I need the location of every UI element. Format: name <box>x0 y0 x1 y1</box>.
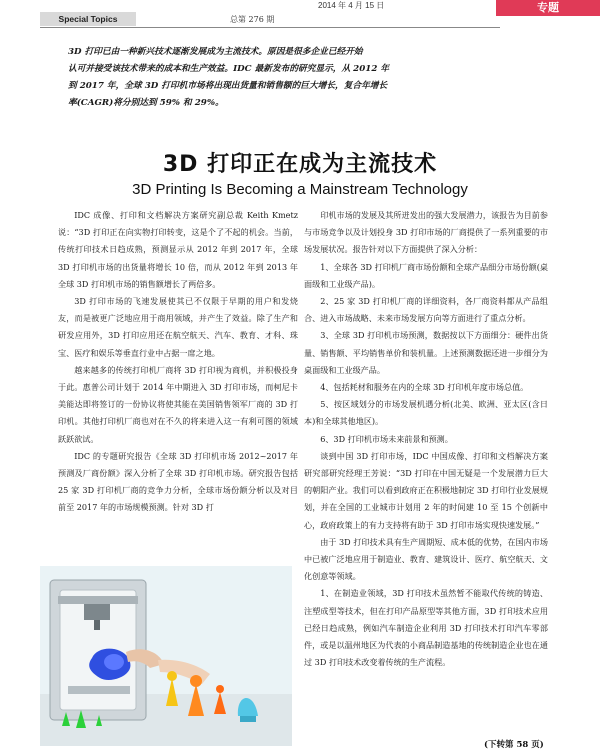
left-column <box>58 207 298 517</box>
abstract-line: 率(CAGR)将分别达到 59% 和 29%。 <box>68 98 224 108</box>
abstract-line: 到 2017 年，全球 3D 打印机市场将出现出货量和销售额的巨大增长，复合年增长 <box>68 81 388 91</box>
list-item: 4、包括耗材和服务在内的全球 3D 打印机年度市场总值。 <box>320 382 529 393</box>
right-column <box>304 207 548 671</box>
paragraph: 3D 打印市场的飞速发展使其已不仅限于早期的用户和发烧友，而是被更广泛地应用于商用领域，并产生了效益。除了生产和研发应用外，3D 打印应用还在航空航天、汽车、教育、才科、珠宝、医疗和娱乐等垂直行业中占据一席之地。 <box>58 296 298 358</box>
list-item: 3、全球 3D 打印机市场预测，数据按以下方面细分：硬件出货量、销售额、平均销售单价和装机量。上述预测数据还进一步细分为桌面级和工业级产品。 <box>304 330 548 375</box>
article-title-cn: 3D 打印正在成为主流技术 <box>162 152 438 177</box>
printer-frame-icon <box>50 580 146 720</box>
paragraph: IDC 的专题研究报告《全球 3D 打印机市场 2012~2017 年预测及厂商份额》深入分析了全球 3D 打印机市场。研究报告包括 25 家 3D 打印机厂商的竞争力分析，全球市场份额分析以及对目前至 2017 年的市场规模预测。针对 3D 打 <box>58 450 298 513</box>
article-title-en: 3D Printing Is Becoming a Mainstream Technology <box>132 181 468 198</box>
paragraph: 越来越多的传统打印机厂商将 3D 打印视为商机，并积极投身于此。惠普公司计划于 2014 年中期进入 3D 打印市场，而柯尼卡美能达即将签订的一份协议将使其能在美国销售领军厂商的 3D 打印机。其他打印机厂商也对在不久的将来进入这一有利可图的领域跃跃欲试。 <box>58 364 298 444</box>
paragraph: 由于 3D 打印技术具有生产周期短、成本低的优势，在国内市场中已被广泛地应用于制造业、教育、建筑设计、医疗、航空航天、文化创意等领域。 <box>304 536 548 582</box>
abstract-line: 3D 打印已由一种新兴技术逐渐发展成为主流技术。原因是很多企业已经开始 <box>68 47 363 57</box>
list-item: 2、25 家 3D 打印机厂商的详细资料，各厂商资料都从产品组合、进入市场战略、未来市场发展方向等方面进行了重点分析。 <box>304 296 548 324</box>
paragraph: 谈到中国 3D 打印市场，IDC 中国成像、打印和文档解决方案研究部研究经理王芳说：“3D 打印在中国无疑是一个发展潜力巨大的朝阳产业。我们可以看到政府正在积极地制定 3D 打印行业发展规划，并在全国的工业城市计划用 2 年的时间建 10 至 15 个创新中心，政府政策上的有力支持将有助于 3D 打印市场实现快速发展。” <box>304 450 548 530</box>
abstract-line: 认可并接受该技术带来的成本和生产效益。IDC 最新发布的研究显示，从 2012 年 <box>68 64 390 74</box>
list-item: 5、按区域划分的市场发展机遇分析(北美、欧洲、亚太区(含日本)和全球其他地区)。 <box>304 399 548 427</box>
article-abstract <box>68 44 476 112</box>
section-tag: Special Topics <box>40 12 136 26</box>
issue-date: 2014 年 4 月 15 日 <box>318 1 385 10</box>
issue-number: 总第 276 期 <box>230 15 275 24</box>
paragraph: 1、在制造业领域，3D 打印技术虽然暂不能取代传统的铸造、注塑成型等技术，但在打印产品原型等其他方面，3D 打印技术应用已经日趋成熟，例如汽车制造企业利用 3D 打印技术打印汽车零部件，或是以温州地区为代表的小商品制造基地的传统制造企业也在通过 3D 打印技术改变着传统的生产流程。 <box>304 588 548 668</box>
paragraph: 印机市场的发展及其所迸发出的强大发展潜力，该报告为目前参与市场竞争以及计划投身 3D 打印市场的厂商提供了一系列重要的市场发展状况。报告针对以下方面提供了深入分析： <box>304 210 548 255</box>
3d-printer-photo <box>40 566 292 746</box>
header-rule <box>40 27 500 28</box>
list-item: 6、3D 打印机市场未来前景和预测。 <box>320 433 453 444</box>
section-corner-label: 专题 <box>496 0 600 16</box>
paragraph: IDC 成像、打印和文档解决方案研究副总裁 Keith Kmetz 说：“3D 打印正在向实物打印转变，这是个了不起的机会。当前，传统打印技术日趋成熟，预测显示从 2012 年到 2017 年，全球 3D 打印机市场的出货量将增长 10 倍，而从 2012 年到 2013 年全球 3D 打印机市场的销售额增长了两倍多。 <box>58 210 298 289</box>
list-item: 1、全球各 3D 打印机厂商市场份额和全球产品细分市场份额(桌面级和工业级产品)。 <box>304 261 548 289</box>
continued-on-page-note: (下转第 58 页) <box>484 740 544 750</box>
page-header <box>0 0 600 28</box>
printer-illustration <box>40 566 292 746</box>
